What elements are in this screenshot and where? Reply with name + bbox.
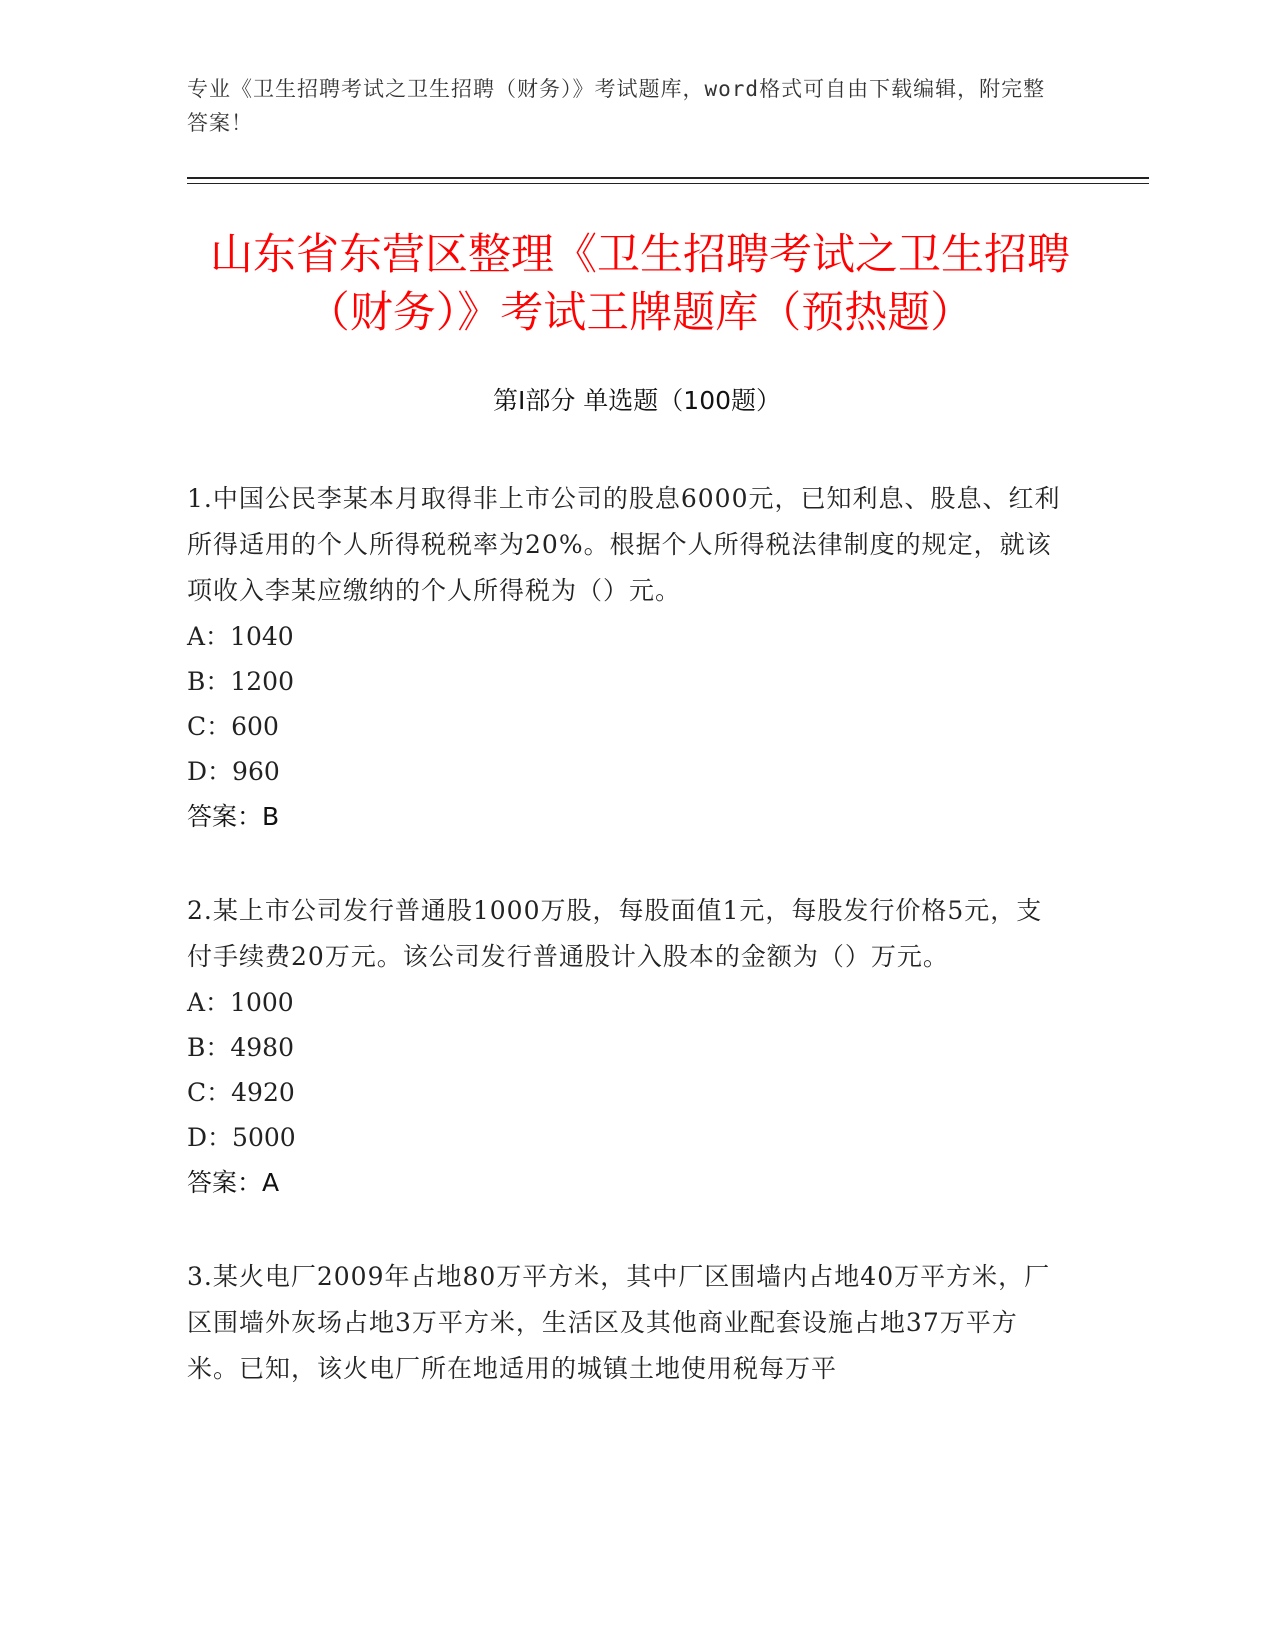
question-stem: 3.某火电厂2009年占地80万平方米，其中厂区围墙内占地40万平方米，厂区围墙外灰场占地3万平方米，生活区及其他商业配套设施占地37万平方米。已知，该火电厂所在地适用的城镇土地使用税每万平 [187, 1262, 1051, 1383]
question-2 [187, 888, 1067, 1206]
option-c: C：4920 [187, 1078, 295, 1107]
option-d: D：5000 [187, 1123, 296, 1152]
question-1 [187, 476, 1067, 840]
document-title: 山东省东营区整理《卫生招聘考试之卫生招聘（财务）》考试王牌题库（预热题） [210, 230, 1070, 338]
option-c: C：600 [187, 712, 279, 741]
question-list [187, 476, 1067, 1440]
answer: 答案：A [187, 1168, 280, 1197]
option-a: A：1000 [187, 988, 294, 1017]
section-title: 第Ⅰ部分 单选题（100题） [492, 386, 782, 415]
option-b: B：4980 [187, 1033, 294, 1062]
option-d: D：960 [187, 757, 280, 786]
question-stem: 2.某上市公司发行普通股1000万股，每股面值1元，每股发行价格5元，支付手续费20万元。该公司发行普通股计入股本的金额为（）万元。 [187, 896, 1043, 971]
question-stem: 1.中国公民李某本月取得非上市公司的股息6000元，已知利息、股息、红利所得适用的个人所得税税率为20%。根据个人所得税法律制度的规定，就该项收入李某应缴纳的个人所得税为（）元。 [187, 484, 1061, 605]
option-a: A：1040 [187, 622, 294, 651]
question-3 [187, 1254, 1067, 1392]
header-divider-thin [187, 183, 1149, 184]
header-note: 专业《卫生招聘考试之卫生招聘（财务）》考试题库，word格式可自由下载编辑，附完整答案！ [187, 77, 1046, 135]
option-b: B：1200 [187, 667, 294, 696]
answer: 答案：B [187, 802, 280, 831]
header-divider-thick [187, 177, 1149, 179]
